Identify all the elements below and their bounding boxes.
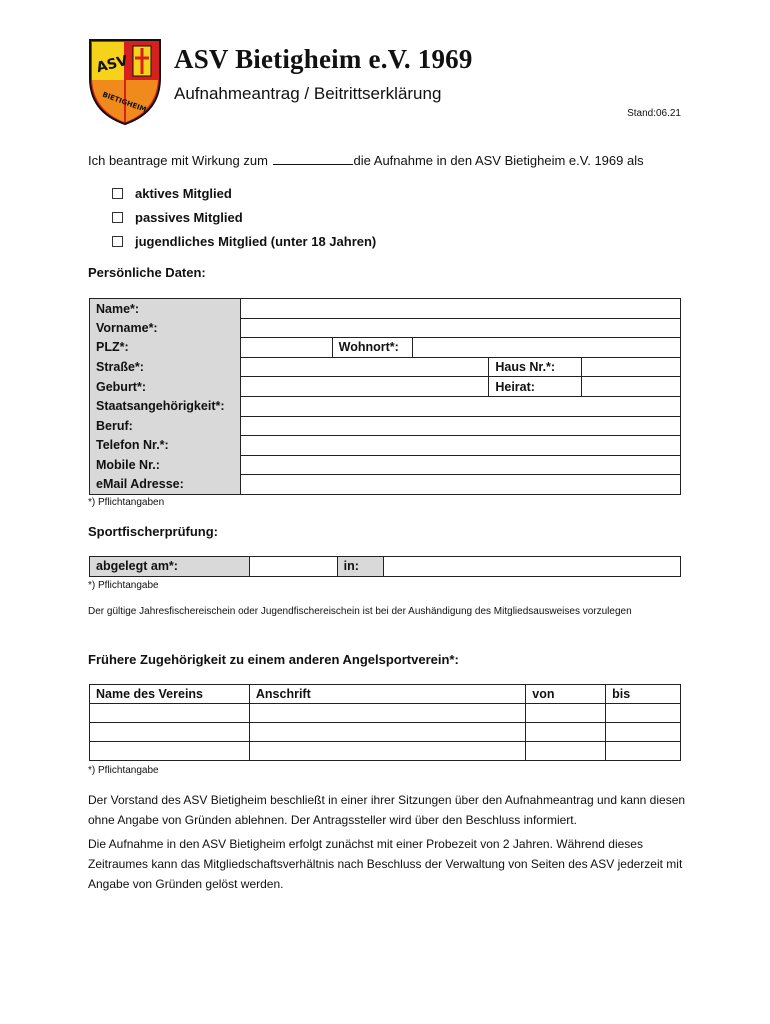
input-wohnort[interactable] <box>412 338 680 358</box>
col-from: von <box>526 685 606 704</box>
table-row <box>90 557 681 577</box>
input-club-address[interactable] <box>249 704 525 723</box>
table-row <box>90 723 681 742</box>
personal-heading: Persönliche Daten: <box>88 265 206 280</box>
table-row <box>90 396 681 416</box>
input-club-from[interactable] <box>526 723 606 742</box>
exam-table <box>89 556 681 577</box>
input-heirat[interactable] <box>582 377 681 397</box>
page-subtitle: Aufnahmeantrag / Beitrittserklärung <box>174 84 442 103</box>
table-row <box>90 475 681 495</box>
input-club-address[interactable] <box>249 723 525 742</box>
option-label: passives Mitglied <box>135 210 243 225</box>
logo-text-bottom: BIETIGHEIM <box>101 90 148 114</box>
input-club-name[interactable] <box>90 723 250 742</box>
input-in[interactable] <box>383 557 680 577</box>
input-club-from[interactable] <box>526 704 606 723</box>
input-club-from[interactable] <box>526 742 606 761</box>
input-abgelegt[interactable] <box>249 557 337 577</box>
exam-footnote: *) Pflichtangabe <box>88 580 159 591</box>
input-club-name[interactable] <box>90 742 250 761</box>
table-row <box>90 377 681 397</box>
logo-text-top: ASV <box>94 52 130 77</box>
checkbox[interactable] <box>112 188 123 199</box>
input-staat[interactable] <box>240 396 680 416</box>
page-title: ASV Bietigheim e.V. 1969 <box>174 44 473 74</box>
input-strasse[interactable] <box>240 357 488 377</box>
label-email: eMail Adresse: <box>90 475 241 495</box>
input-club-name[interactable] <box>90 704 250 723</box>
exam-heading: Sportfischerprüfung: <box>88 524 218 539</box>
col-name: Name des Vereins <box>90 685 250 704</box>
table-row <box>90 704 681 723</box>
input-club-to[interactable] <box>606 723 681 742</box>
label-staat: Staatsangehörigkeit*: <box>90 396 241 416</box>
table-row <box>90 416 681 436</box>
label-in: in: <box>337 557 383 577</box>
clubs-footnote: *) Pflichtangabe <box>88 765 159 776</box>
input-vorname[interactable] <box>240 318 680 338</box>
table-row <box>90 318 681 338</box>
input-email[interactable] <box>240 475 680 495</box>
label-hausnr: Haus Nr.*: <box>489 357 582 377</box>
label-plz: PLZ*: <box>90 338 241 358</box>
table-header-row <box>90 685 681 704</box>
input-name[interactable] <box>240 299 680 319</box>
checkbox[interactable] <box>112 212 123 223</box>
revision-stand: Stand:06.21 <box>627 108 681 119</box>
clubs-heading: Frühere Zugehörigkeit zu einem anderen Angelsportverein*: <box>88 652 459 667</box>
personal-footnote: *) Pflichtangaben <box>88 497 165 508</box>
table-row <box>90 455 681 475</box>
col-address: Anschrift <box>249 685 525 704</box>
input-geburt[interactable] <box>240 377 488 397</box>
label-beruf: Beruf: <box>90 416 241 436</box>
input-telefon[interactable] <box>240 436 680 456</box>
col-to: bis <box>606 685 681 704</box>
input-hausnr[interactable] <box>582 357 681 377</box>
date-field[interactable] <box>273 154 353 165</box>
previous-clubs-table <box>89 684 681 761</box>
intro-before: Ich beantrage mit Wirkung zum <box>88 153 268 168</box>
intro-after: die Aufnahme in den ASV Bietigheim e.V. 1969 als <box>353 153 644 168</box>
label-name: Name*: <box>90 299 241 319</box>
table-row <box>90 436 681 456</box>
label-wohnort: Wohnort*: <box>332 338 412 358</box>
option-passive[interactable] <box>112 210 243 225</box>
input-club-to[interactable] <box>606 704 681 723</box>
intro-sentence <box>88 153 644 168</box>
option-active[interactable] <box>112 186 232 201</box>
table-row <box>90 299 681 319</box>
input-club-address[interactable] <box>249 742 525 761</box>
paragraph-decision: Der Vorstand des ASV Bietigheim beschließt in einer ihrer Sitzungen über den Aufnahmeantrag und kann diesen ohne Angabe von Gründen ablehnen. Der Antragssteller wird über den Beschluss informiert. <box>88 793 686 827</box>
license-note: Der gültige Jahresfischereischein oder Jugendfischereischein ist bei der Aushändigung des Mitgliedsausweises vorzulegen <box>88 606 632 617</box>
label-heirat: Heirat: <box>489 377 582 397</box>
checkbox[interactable] <box>112 236 123 247</box>
club-logo <box>86 34 164 126</box>
label-strasse: Straße*: <box>90 357 241 377</box>
input-mobile[interactable] <box>240 455 680 475</box>
label-abgelegt: abgelegt am*: <box>90 557 250 577</box>
input-plz[interactable] <box>240 338 332 358</box>
paragraph-probation: Die Aufnahme in den ASV Bietigheim erfolgt zunächst mit einer Probezeit von 2 Jahren. Während dieses Zeitraumes kann das Mitgliedschaftsverhältnis nach Beschluss der Verwaltung von Seiten des ASV jederzeit mit Angabe von Gründen gelöst werden. <box>88 837 683 891</box>
personal-data-table <box>89 298 681 495</box>
input-club-to[interactable] <box>606 742 681 761</box>
table-row <box>90 338 681 358</box>
label-vorname: Vorname*: <box>90 318 241 338</box>
label-geburt: Geburt*: <box>90 377 241 397</box>
option-label: aktives Mitglied <box>135 186 232 201</box>
label-mobile: Mobile Nr.: <box>90 455 241 475</box>
option-youth[interactable] <box>112 234 376 249</box>
option-label: jugendliches Mitglied (unter 18 Jahren) <box>135 234 377 249</box>
table-row <box>90 742 681 761</box>
input-beruf[interactable] <box>240 416 680 436</box>
label-telefon: Telefon Nr.*: <box>90 436 241 456</box>
table-row <box>90 357 681 377</box>
